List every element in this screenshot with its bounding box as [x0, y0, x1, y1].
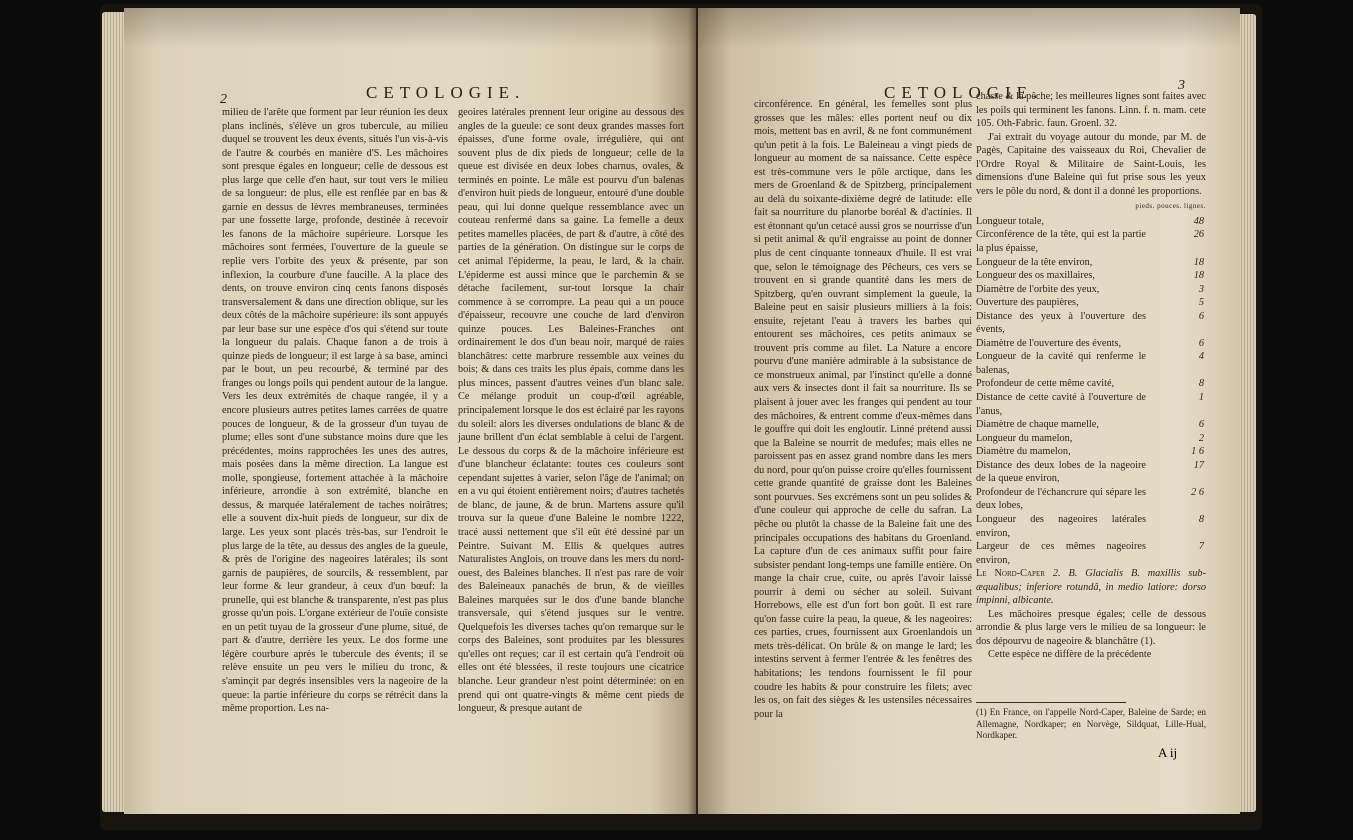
measurement-row — [976, 283, 1206, 297]
measurement-value: 4 — [1198, 351, 1204, 363]
measurement-label: Longueur de la cavité qui renferme le balenas, — [976, 351, 1146, 376]
measurement-label: Longueur de la tête environ, — [976, 256, 1093, 268]
measurement-value: 17 — [1193, 459, 1204, 471]
measurement-value: 6 — [1198, 337, 1204, 349]
measurement-label: Longueur du mamelon, — [976, 432, 1073, 444]
measurement-label: Diamètre de chaque mamelle, — [976, 419, 1099, 431]
measurement-row — [976, 391, 1206, 418]
measurement-label: Diamètre de l'orbite des yeux, — [976, 283, 1100, 295]
measurement-row — [976, 459, 1206, 486]
right-page-edges — [1238, 14, 1256, 812]
measurement-value: 7 — [1198, 541, 1204, 553]
measurement-label: Longueur totale, — [976, 215, 1045, 227]
left-column-1 — [222, 106, 448, 716]
right-col2-outro-2: Cette espèce ne diffère de la précédente — [988, 649, 1152, 661]
right-page-number: 3 — [1178, 78, 1185, 93]
measurement-label: Distance des deux lobes de la nageoire de la queue environ, — [976, 459, 1146, 485]
right-col1-paragraph: circonférence. En général, les femelles sont plus grosses que les mâles: elles portent neuf ou dix mois, mettent bas en avril, & ne font communément qu'un petit à la fois. Le Baleineau a vingt pieds de longueur au moment de sa naissance. Cette espèce est très-commune vers le pôle arctique, dans les mers de Groenland & de Spitzberg, principalement au delà du soixante-dixième degré de latitude: elle fait sa nourriture du planorbe boréal & d'actinies. Il est étonnant qu'un cetacé aussi gros se nourrisse d'un si petit animal & qu'il engraisse au point de donner plus de cent cinquante tonneaux d'huile. Il est vrai que, selon le témoignage des Pêcheurs, ces vers se trouvent en si grande quantité dans les mers de Spitzberg, qu'en ouvrant simplement la gueule, la Baleine peut en saisir plusieurs milliers à la fois: ensuite, rejetant l'eau à travers les barbes qui entourent ses mâchoires, ces petits animaux se trouvent pris comme au filet. La Nature a encore pourvu d'une manière admirable à la subsistance de ce monstrueux animal, par l'instinct qu'elle a donné aux vers & insectes dont il fait sa nourriture. Ils se plaisent à jouer avec les franges qui pendent au tour des mâchoires, & entrent comme d'eux-mêmes dans le gouffre qui doit les engloutir. Linné prétend aussi que la Baleine se nourrit de medufes; mais elles ne paroissent pas en assez grand nombre dans les mers du nord, pour qu'on puisse croire qu'elles fournissent cette grande quantité de graisse dont les Baleines sont pourvues. Ses excrémens sont un peu solides & d'une couleur qui approche de celle du safran. La pêche ou plutôt la chasse de la Baleine fait une des principales occupations des habitans du Groenland. La capture d'un de ces animaux suffit pour faire subsister pendant long-temps une famille entière. On mange la chair crue, cuite, ou après l'avoir laissé pourrir à demi ou sécher au soleil. Suivant Horrebows, elle est d'un fort bon goût. Il est rare qu'on fasse cuire la peau, la queue, & les nageoires: ces parties, crues, fournissent aux Groenlandois un mets très-délicat. On brûle & on mange le lard; les intestins servent à fermer l'entrée & les fenêtres des habitations; les tendons fournissent le fil pour coudre les habits & pour construire les filets; avec les os, on fait des sièges & les ustensiles nécessaires pour la — [754, 99, 972, 720]
measurement-value: 8 — [1198, 513, 1204, 525]
top-shadow — [124, 8, 1240, 48]
right-column-2 — [976, 90, 1206, 662]
right-page — [698, 8, 1240, 814]
species-name: Le Nord-Caper — [976, 568, 1045, 580]
measurement-row — [976, 432, 1206, 446]
left-col1-paragraph: milieu de l'arête que forment par leur réunion les deux plans inclinés, s'élève un gros tubercule, au milieu duquel se trouvent les deux évents, situés l'un vis-à-vis de l'autre & courbés en manière d'S. Les mâchoires sont presque égales en longueur; celle de dessous est plus large que celle d'en haut, sur tout vers le milieu de sa longueur: de plus, elle est renflée par en bas & garnie en dessus de lèvres membraneuses, terminées par une fossette large, profonde, destinée à recevoir les fanons de la mâchoire supérieure. Lorsque les mâchoires sont fermées, l'ouverture de la gueule se replie vers l'orbite des yeux & présente, par son inflexion, la courbure d'une faucille. A la place des dents, on trouve environ cinq cents fanons disposés transversalement & dans une direction oblique, sur les deux côtés de la mâchoire supérieure: ils sont appuyés par leur base sur une espèce d'os qui s'étend sur toute la longueur du palais. Chaque fanon a de trois à quinze pieds de longueur; il est large à sa base, aminci par le bout, un peu recourbé, & terminé par des franges ou longs poils qui pendent autour de la langue. Vers les deux extrémités de chaque rangée, il y a encore plusieurs autres petites lames carrées de quatre pouces de longueur, & de la grosseur d'un tuyau de plume; elles sont d'une substance moins dure que les précédentes, moins rapprochées les unes des autres, mais posées dans la même direction. La langue est molle, spongieuse, fortement attachée à la mâchoire inférieure, arrondie à son extrémité, blanche en dessus, & marquée latéralement de taches noirâtres; elle a souvent dix-huit pieds de longueur, sur dix de large. Les yeux sont placés très-bas, sur l'endroit le plus large de la tête, au dessus des angles de la gueule, & près de l'origine des nageoires latérales; ils sont garnis de paupières, de sourcils, & ressemblent, par leur forme & leur grandeur, à ceux d'un bœuf: la prunelle, qui est blanche & transparente, n'est pas plus grosse qu'un pois. L'organe extérieur de l'ouïe consiste en un petit tuyau de la grosseur d'une plume, situé, de part & d'autre, derrière les yeux. Le dos forme une légère courbure après le tubercule des évents; il se relève ensuite un peu vers le milieu du tronc, & s'aminçit par degrés insensibles vers la nageoire de la queue: la partie inférieure du corps se rétrécit dans la même proportion. Les na- — [222, 107, 448, 715]
measurement-row — [976, 540, 1206, 567]
measurement-label: Longueur des nageoires latérales environ, — [976, 513, 1146, 539]
measurement-value: 18 — [1193, 270, 1204, 282]
measurement-label: Profondeur de cette même cavité, — [976, 378, 1115, 390]
measurement-value: 3 — [1198, 283, 1204, 295]
measurement-units-header: pieds. pouces. lignes. — [1135, 202, 1206, 211]
measurement-row — [976, 377, 1206, 391]
right-running-head: CETOLOGIE. — [884, 83, 1044, 102]
measurement-row — [976, 418, 1206, 432]
measurement-row — [976, 445, 1206, 459]
measurement-label: Distance de cette cavité à l'ouverture de l'anus, — [976, 392, 1146, 417]
measurement-value: 1 6 — [1191, 446, 1204, 458]
left-page — [124, 8, 696, 814]
measurement-value: 6 — [1198, 419, 1204, 431]
right-col2-intro-2: J'ai extrait du voyage autour du monde, par M. de Pagès, Capitaine des vaisseaux du Roi, Chevalier de l'Ordre Royal & Militaire de Saint-Louis, les dimensions d'une Baleine qui fut prise sous les yeux vers le pôle du nord, & dont il a donné les proportions. — [976, 131, 1206, 197]
measurement-row — [976, 296, 1206, 310]
left-page-edges — [102, 12, 124, 812]
measurement-label: Largeur de ces mêmes nageoires environ, — [976, 541, 1146, 566]
measurement-value: 1 — [1198, 392, 1204, 404]
measurement-label: Ouverture des paupières, — [976, 297, 1079, 309]
measurement-row — [976, 337, 1206, 351]
measurement-label: Longueur des os maxillaires, — [976, 270, 1095, 282]
measurement-table — [976, 215, 1206, 567]
left-col2-paragraph: geoires latérales prennent leur origine au dessous des angles de la gueule: ce sont deux grandes masses fort épaisses, d'une forme ovale, irrégulière, qui ont souvent plus de dix pieds de longueur; celle de la queue est divisée en deux lobes charnus, ovales, & terminés en pointe. Le mâle est pourvu d'un balenas d'environ huit pieds de longueur, entouré d'une double peau, qui lui donne quelque ressemblance avec un couteau renfermé dans sa gaine. La femelle a deux petites mamelles placées, de part & d'autre, à côté des parties de la génération. On distingue sur le corps de cet animal l'épiderme, la peau, le lard, & la chair. L'épiderme est aussi mince que le parchemin & se détache facilement, sur-tout lorsque la chair commence à se corrompre. La peau qui a un pouce d'épaisseur, recouvre une couche de lard d'environ quinze pouces. Les Baleines-Franches ont ordinairement le dos d'un beau noir, marqué de raies blanchâtres: cette marbrure ressemble aux veines du bois; & dans ces traits les plus épais, comme dans les plus minces, passent d'autres veines d'un blanc sale. Ce mélange produit un coup-d'œil agréable, principalement lorsque le dos est éclairé par les rayons du soleil: alors les diverses ondulations de blanc & de jaune brillent d'un éclat semblable à celui de l'argent. Le dessous du corps & de la mâchoire inférieure est d'une blancheur éclatante: toutes ces couleurs sont cependant sujettes à varier, selon l'âge de l'animal; on en a vu qui étoient entièrement noirs; d'autres tachetés de blanc, de jaune, & de brun. Martens assure qu'il trouva sur la queue d'une Baleine le nombre 1222, tracé aussi nettement que s'il eût été dessiné par un Peintre. Suivant M. Ellis & quelques autres Naturalistes Anglois, on trouve dans les mers du nord-ouest, des Baleines blanches. Il n'est pas rare de voir des Baleineaux panachés de brun, & de vieilles Baleines marquées sur le dos d'une bande blanche transversale, qui s'étend jusques sur le ventre. Quelquefois les diverses taches qu'on remarque sur le corps des Baleines, sont produites par les blessures qu'elles ont reçues; car il est certain qu'à l'endroit où elles ont été blessées, il reste toujours une cicatrice blanche. Leur grandeur n'est point déterminée: on en prend qui ont quatre-vingts & même cent pieds de longueur, & presque autant de — [458, 107, 684, 715]
measurement-row — [976, 228, 1206, 255]
footnote-rule — [976, 702, 1126, 703]
measurement-value: 26 — [1193, 229, 1204, 241]
footnote-text: (1) En France, on l'appelle Nord-Caper, Baleine de Sarde; en Allemagne, Nordkaper; en Norvège, Sildquat, Lille-Hual, Nordkaper. — [976, 707, 1206, 741]
measurement-value: 48 — [1193, 215, 1204, 227]
measurement-label: Profondeur de l'échancrure qui sépare les deux lobes, — [976, 486, 1146, 512]
footnote-block — [976, 694, 1206, 742]
measurement-value: 5 — [1198, 297, 1204, 309]
right-col2-intro-1: chasse & la pêche; les meilleures lignes sont faites avec les poils qui terminent les fanons. Linn. f. n. mam. cete 105. Oth-Fabric. faun. Groenl. 32. — [976, 91, 1206, 130]
measurement-label: Circonférence de la tête, qui est la partie la plus épaisse, — [976, 229, 1146, 255]
left-page-number: 2 — [220, 92, 227, 107]
measurement-value: 8 — [1198, 378, 1204, 390]
measurement-value: 18 — [1193, 256, 1204, 268]
measurement-row — [976, 350, 1206, 377]
measurement-value: 2 — [1198, 432, 1204, 444]
measurement-row — [976, 513, 1206, 540]
left-column-2 — [458, 106, 684, 716]
left-running-head: CETOLOGIE. — [366, 83, 526, 102]
species-description: 2. B. Glacialis B. maxillis sub-æqualibus; inferiore rotundâ, in medio latiore: dorso impinni, albicante. — [976, 568, 1207, 607]
measurement-row — [976, 310, 1206, 337]
measurement-row — [976, 256, 1206, 270]
measurement-value: 2 6 — [1191, 486, 1204, 498]
signature-mark: A ij — [1158, 745, 1178, 760]
right-col2-outro-1: Les mâchoires presque égales; celle de dessous arrondie & plus large vers le milieu de sa longueur: le dos dépourvu de nageoire & blanchâtre (1). — [976, 608, 1206, 647]
measurement-label: Distance des yeux à l'ouverture des évents, — [976, 310, 1146, 336]
measurement-row — [976, 269, 1206, 283]
measurement-row — [976, 486, 1206, 513]
measurement-label: Diamètre de l'ouverture des évents, — [976, 337, 1122, 349]
measurement-row — [976, 215, 1206, 229]
right-column-1 — [754, 98, 972, 721]
measurement-value: 6 — [1198, 310, 1204, 322]
measurement-label: Diamètre du mamelon, — [976, 446, 1071, 458]
species-heading — [976, 567, 1206, 608]
